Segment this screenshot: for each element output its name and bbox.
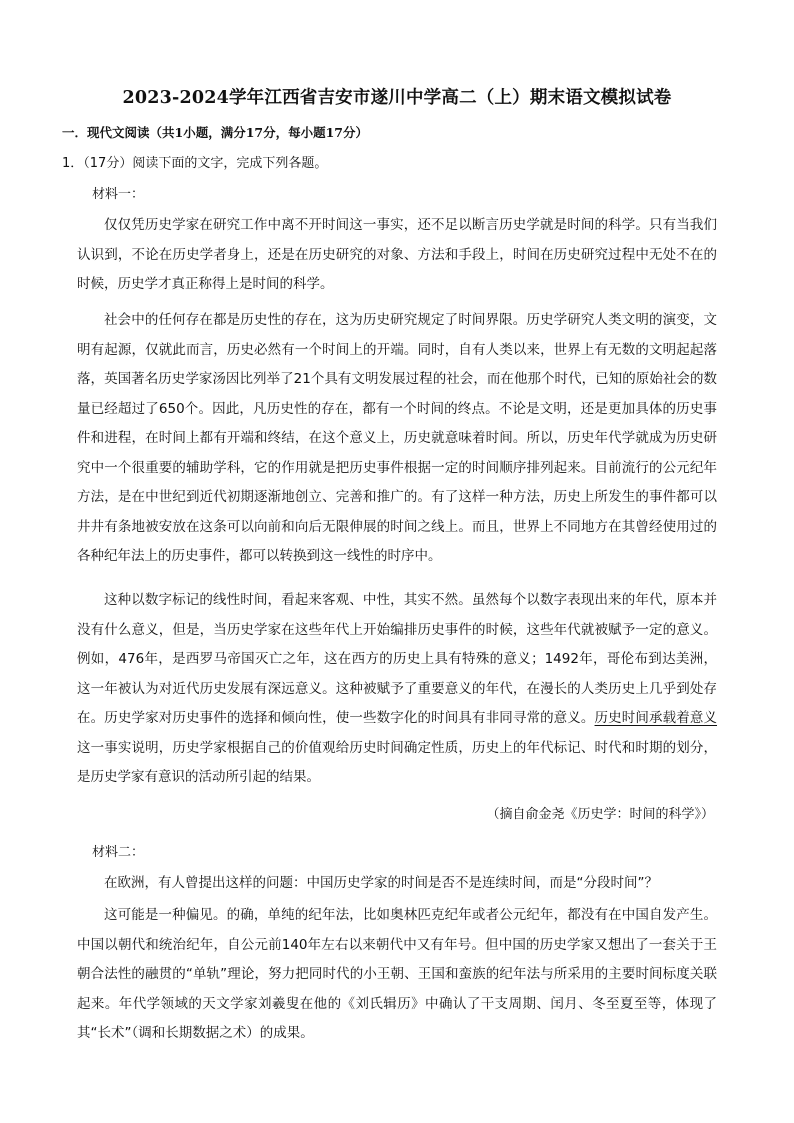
paragraph-text: 这种以数字标记的线性时间，看起来客观、中性，其实不然。虽然每个以数字表现出来的年代，原本并没有什么意义，但是，当历史学家在这些年代上开始编排历史事件的时候，这些年代就被赋予一定的意义。例如，476年，是西罗马帝国灭亡之年，这在西方的历史上具有特殊的意义；1492年，哥伦布到达美洲，这一年被认为对近代历史发展有深远意义。这种被赋予了重要意义的年代，在漫长的人类历史上几乎到处存在。历史学家对历史事件的选择和倾向性，使一些数字化的时间具有非同寻常的意义。 [77, 592, 717, 726]
section-heading: 一．现代文阅读（共1小题，满分17分，每小题17分） [62, 125, 368, 140]
material1-source: （摘自俞金尧《历史学：时间的科学》） [486, 807, 714, 822]
material1-paragraph-2: 社会中的任何存在都是历史性的存在，这为历史研究规定了时间界限。历史学研究人类文明的演变，文明有起源，仅就此而言，历史必然有一个时间上的开端。同时，自有人类以来，世界上有无数的文明起起落落，英国著名历史学家汤因比列举了21个具有文明发展过程的社会，而在他那个时代，已知的原始社会的数量已经超过了650个。因此，凡历史性的存在，都有一个时间的终点。不论是文明，还是更加具体的历史事件和进程，在时间上都有开端和终结，在这个意义上，历史就意味着时间。所以，历史年代学就成为历史研究中一个很重要的辅助学科，它的作用就是把历史事件根据一定的时间顺序排列起来。目前流行的公元纪年方法，是在中世纪到近代初期逐渐地创立、完善和推广的。有了这样一种方法，历史上所发生的事件都可以井井有条地被安放在这条可以向前和向后无限伸展的时间之线上。而且，世界上不同地方在其曾经使用过的各种纪年法上的历史事件，都可以转换到这一线性的时序中。 [77, 312, 717, 564]
material1-paragraph-1: 仅仅凭历史学家在研究工作中离不开时间这一事实，还不足以断言历史学就是时间的科学。只有当我们认识到，不论在历史学者身上，还是在历史研究的对象、方法和手段上，时间在历史研究过程中无处不在的时候，历史学才真正称得上是时间的科学。 [77, 217, 717, 292]
material2-paragraph-2: 这可能是一种偏见。的确，单纯的纪年法，比如奥林匹克纪年或者公元纪年，都没有在中国自发产生。中国以朝代和统治纪年，自公元前140年左右以来朝代中又有年号。但中国的历史学家又想出了一套关于王朝合法性的融贯的“单轨”理论，努力把同时代的小王朝、王国和蛮族的纪年法与所采用的主要时间标度关联起来。年代学领域的天文学家刘羲叟在他的《刘氏辑历》中确认了干支周期、闰月、冬至夏至等，体现了其“长术”（调和长期数据之术）的成果。 [77, 907, 717, 1041]
material2-paragraph-1: 在欧洲，有人曾提出这样的问题：中国历史学家的时间是否不是连续时间，而是“分段时间”？ [104, 875, 658, 891]
underlined-phrase: 历史时间承载着意义 [594, 710, 718, 726]
material2-label: 材料二： [92, 845, 145, 860]
question-intro: 1．（17分）阅读下面的文字，完成下列各题。 [62, 156, 328, 171]
paragraph-text: 这一事实说明，历史学家根据自己的价值观给历史时间确定性质，历史上的年代标记、时代和时期的划分，是历史学家有意识的活动所引起的结果。 [77, 739, 717, 785]
document-title: 2023-2024学年江西省吉安市遂川中学高二（上）期末语文模拟试卷 [122, 88, 672, 108]
material1-label: 材料一： [92, 187, 145, 202]
material1-paragraph-3 [77, 586, 717, 793]
